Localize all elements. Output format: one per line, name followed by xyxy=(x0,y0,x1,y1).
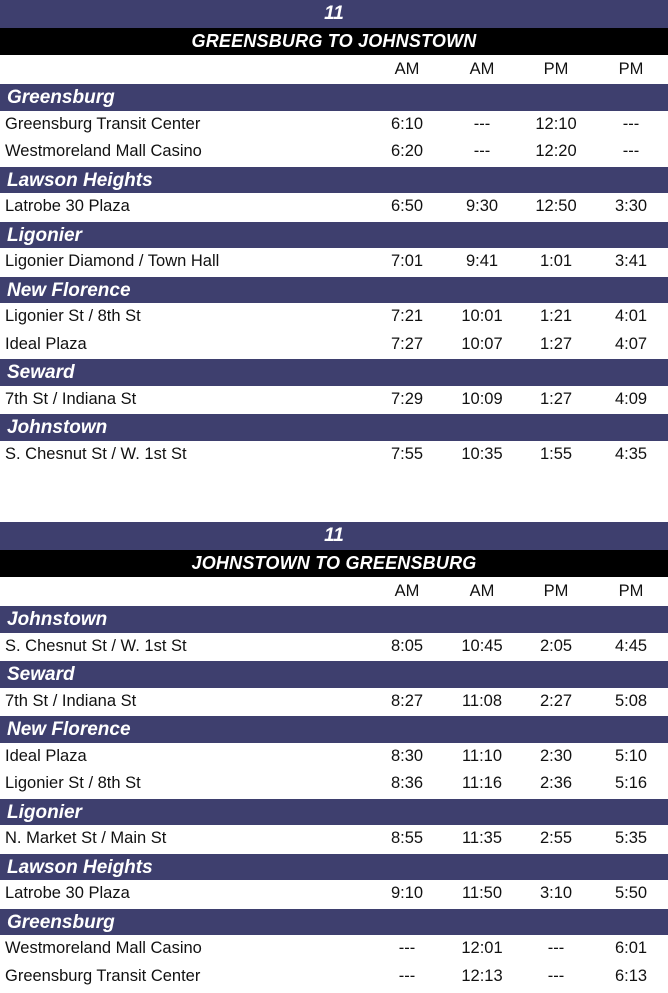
stop-time: 5:10 xyxy=(614,746,648,765)
section-header: Seward xyxy=(0,660,668,688)
stop-time: 12:10 xyxy=(535,114,577,133)
stop-time: --- xyxy=(398,966,416,985)
stop-time: 7:01 xyxy=(390,252,424,271)
stop-time: 8:05 xyxy=(390,636,424,655)
stop-time: 1:27 xyxy=(539,389,573,408)
stop-time: --- xyxy=(398,939,416,958)
stop-name: Latrobe 30 Plaza xyxy=(5,884,130,903)
stop-time: 5:50 xyxy=(614,884,648,903)
column-header: AM xyxy=(469,59,495,78)
stop-row xyxy=(0,248,668,276)
column-header: AM xyxy=(394,581,420,600)
route-number: 11 xyxy=(0,0,668,28)
section-header: Ligonier xyxy=(0,798,668,826)
stop-time: 8:36 xyxy=(390,774,424,793)
column-header: AM xyxy=(469,581,495,600)
stop-name: 7th St / Indiana St xyxy=(5,691,137,710)
column-header: PM xyxy=(618,59,644,78)
section-header: Ligonier xyxy=(0,221,668,249)
stop-row xyxy=(0,138,668,166)
stop-time: 10:07 xyxy=(461,334,503,353)
stop-time: 9:30 xyxy=(465,197,499,216)
stop-time: 7:29 xyxy=(390,389,424,408)
stop-row xyxy=(0,770,668,798)
stop-name: Ligonier St / 8th St xyxy=(5,307,141,326)
stop-row xyxy=(0,633,668,661)
stop-row xyxy=(0,193,668,221)
stop-name: 7th St / Indiana St xyxy=(5,389,137,408)
stop-time: 1:55 xyxy=(539,444,573,463)
stop-time: 12:13 xyxy=(461,966,503,985)
stop-time: 2:36 xyxy=(539,774,573,793)
stop-name: Westmoreland Mall Casino xyxy=(5,142,202,161)
stop-time: 9:41 xyxy=(465,252,499,271)
schedule-johnstown-to-greensburg xyxy=(0,522,668,990)
stop-time: 11:08 xyxy=(461,691,503,710)
stop-time: --- xyxy=(473,114,491,133)
stop-time: 2:27 xyxy=(539,691,573,710)
column-header-row xyxy=(0,577,668,605)
stop-name: Ideal Plaza xyxy=(5,334,87,353)
stop-time: 4:07 xyxy=(614,334,648,353)
stop-name: N. Market St / Main St xyxy=(5,829,167,848)
stop-time: 6:10 xyxy=(390,114,424,133)
route-number: 11 xyxy=(0,522,668,550)
section-header: Greensburg xyxy=(0,908,668,936)
stop-time: 10:35 xyxy=(461,444,503,463)
stop-time: --- xyxy=(622,142,640,161)
stop-time: 10:01 xyxy=(461,307,503,326)
stop-time: 12:20 xyxy=(535,142,577,161)
stop-time: 10:09 xyxy=(461,389,503,408)
section-header: Lawson Heights xyxy=(0,853,668,881)
stop-time: 4:09 xyxy=(614,389,648,408)
stop-time: 1:21 xyxy=(539,307,573,326)
section-header: Lawson Heights xyxy=(0,166,668,194)
stop-time: 2:55 xyxy=(539,829,573,848)
stop-row xyxy=(0,386,668,414)
stop-time: 3:41 xyxy=(614,252,648,271)
section-header: New Florence xyxy=(0,715,668,743)
schedule-greensburg-to-johnstown xyxy=(0,0,668,468)
stop-time: 12:01 xyxy=(461,939,503,958)
stop-name: Greensburg Transit Center xyxy=(5,966,201,985)
stop-row xyxy=(0,111,668,139)
stop-time: 3:10 xyxy=(539,884,573,903)
stop-time: 4:01 xyxy=(614,307,648,326)
stop-time: 8:30 xyxy=(390,746,424,765)
stop-time: 7:27 xyxy=(390,334,424,353)
stop-time: 2:05 xyxy=(539,636,573,655)
column-header: PM xyxy=(543,59,569,78)
stop-name: Ligonier Diamond / Town Hall xyxy=(5,252,220,271)
stop-time: 10:45 xyxy=(461,636,503,655)
stop-time: 12:50 xyxy=(535,197,577,216)
route-title: GREENSBURG TO JOHNSTOWN xyxy=(0,28,668,55)
stop-time: 5:16 xyxy=(614,774,648,793)
stop-time: 6:13 xyxy=(614,966,648,985)
stop-time: 6:20 xyxy=(390,142,424,161)
stop-time: 1:01 xyxy=(539,252,573,271)
stop-name: S. Chesnut St / W. 1st St xyxy=(5,444,187,463)
stop-time: --- xyxy=(622,114,640,133)
stop-time: 5:35 xyxy=(614,829,648,848)
stop-time: 11:35 xyxy=(461,829,503,848)
section-header: Johnstown xyxy=(0,605,668,633)
stop-time: 5:08 xyxy=(614,691,648,710)
stop-time: --- xyxy=(473,142,491,161)
stop-name: Westmoreland Mall Casino xyxy=(5,939,202,958)
stop-time: 11:50 xyxy=(461,884,503,903)
stop-row xyxy=(0,880,668,908)
stop-row xyxy=(0,441,668,469)
stop-time: --- xyxy=(547,939,565,958)
column-header: PM xyxy=(543,581,569,600)
stop-time: 4:35 xyxy=(614,444,648,463)
stop-time: 1:27 xyxy=(539,334,573,353)
stop-time: --- xyxy=(547,966,565,985)
stop-row xyxy=(0,963,668,991)
stop-time: 8:27 xyxy=(390,691,424,710)
column-header: PM xyxy=(618,581,644,600)
route-title: JOHNSTOWN TO GREENSBURG xyxy=(0,550,668,577)
stop-row xyxy=(0,825,668,853)
stop-time: 3:30 xyxy=(614,197,648,216)
stop-time: 9:10 xyxy=(390,884,424,903)
section-header: New Florence xyxy=(0,276,668,304)
stop-time: 4:45 xyxy=(614,636,648,655)
stop-time: 2:30 xyxy=(539,746,573,765)
stop-time: 11:16 xyxy=(461,774,503,793)
stop-row xyxy=(0,303,668,331)
section-header: Greensburg xyxy=(0,83,668,111)
stop-row xyxy=(0,688,668,716)
timetable xyxy=(0,577,668,990)
stop-name: S. Chesnut St / W. 1st St xyxy=(5,636,187,655)
section-header: Seward xyxy=(0,358,668,386)
section-header: Johnstown xyxy=(0,413,668,441)
timetable xyxy=(0,55,668,468)
stop-name: Ligonier St / 8th St xyxy=(5,774,141,793)
column-header-row xyxy=(0,55,668,83)
stop-time: 8:55 xyxy=(390,829,424,848)
stop-time: 11:10 xyxy=(461,746,503,765)
stop-row xyxy=(0,935,668,963)
stop-name: Ideal Plaza xyxy=(5,746,87,765)
stop-time: 7:55 xyxy=(390,444,424,463)
stop-row xyxy=(0,743,668,771)
stop-time: 6:01 xyxy=(614,939,648,958)
stop-row xyxy=(0,331,668,359)
stop-name: Greensburg Transit Center xyxy=(5,114,201,133)
stop-time: 6:50 xyxy=(390,197,424,216)
stop-name: Latrobe 30 Plaza xyxy=(5,197,130,216)
stop-time: 7:21 xyxy=(390,307,424,326)
column-header: AM xyxy=(394,59,420,78)
